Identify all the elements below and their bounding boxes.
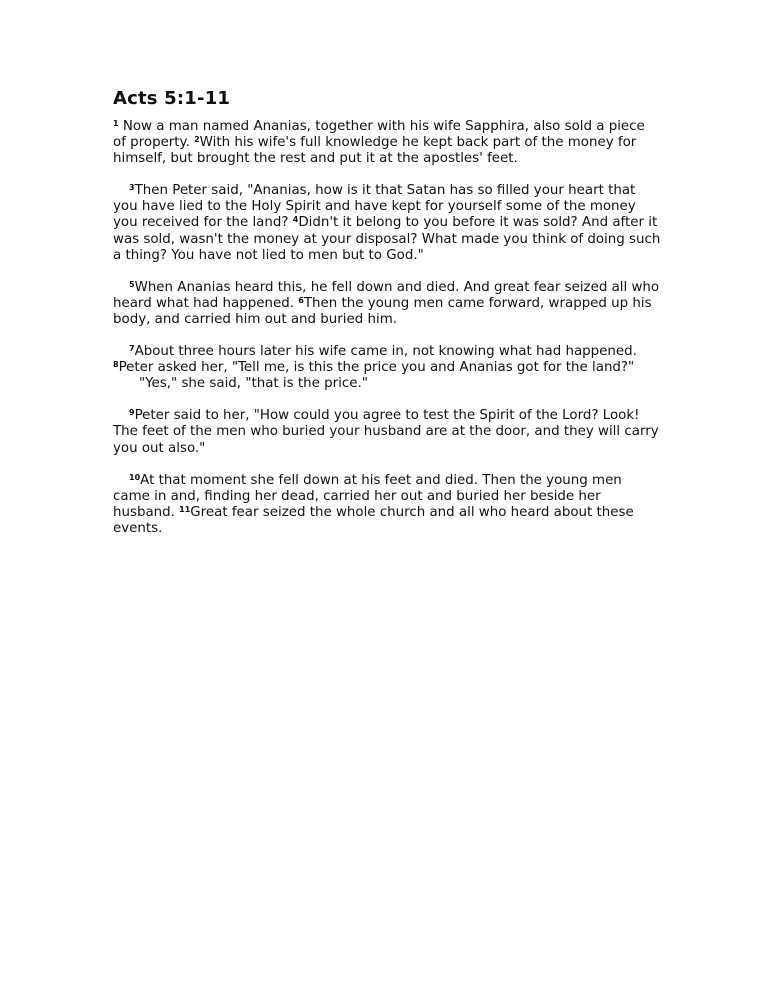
paragraph-6 — [113, 473, 661, 537]
verse-number: 7 — [129, 344, 135, 354]
verse-number: 8 — [113, 360, 119, 370]
verse-text: Great fear seized the whole church and all who heard about these events. — [113, 504, 634, 536]
document-title: Acts 5:1-11 — [113, 88, 231, 109]
verse-text: At that moment she fell down at his feet and died. Then the young men came in and, finding her dead, carried her out and buried her beside her husband. — [113, 472, 622, 520]
verse-number: 6 — [298, 295, 304, 305]
verse-text: With his wife's full knowledge he kept back part of the money for himself, but brought the rest and put it at the apostles' feet. — [113, 135, 637, 167]
verse-text: About three hours later his wife came in, not knowing what had happened. — [134, 344, 637, 360]
verse-number: 3 — [129, 183, 135, 193]
verse-text: Now a man named Ananias, together with his wife Sapphira, also sold a piece of property. — [113, 119, 645, 151]
verse-number: 2 — [194, 135, 200, 145]
paragraph-1 — [113, 119, 661, 167]
verse-number: 4 — [292, 215, 299, 225]
document-page — [113, 88, 661, 553]
paragraph-3 — [113, 280, 661, 328]
verse-text: Then the young men came forward, wrapped up his body, and carried him out and buried him. — [113, 295, 652, 327]
verse-number: 1 — [113, 119, 119, 128]
verse-number: 5 — [129, 279, 135, 289]
verse-text: When Ananias heard this, he fell down and died. And great fear seized all who heard what had happened. — [113, 279, 660, 311]
verse-number: 10 — [129, 472, 141, 482]
paragraph-2 — [113, 183, 661, 263]
paragraph-5 — [113, 408, 661, 456]
verse-text: Didn't it belong to you before it was sold? And after it was sold, wasn't the money at your disposal? What made you think of doing such a thing? You have not lied to men but to God." — [113, 215, 661, 263]
verse-text: Peter asked her, "Tell me, is this the price you and Ananias got for the land?" — [118, 360, 635, 376]
paragraph-4 — [113, 344, 661, 392]
verse-number: 11 — [179, 504, 191, 514]
verse-number: 9 — [129, 408, 135, 418]
reply-line: "Yes," she said, "that is the price." — [139, 376, 368, 392]
verse-text: Then Peter said, "Ananias, how is it that Satan has so filled your heart that you have lied to the Holy Spirit and have kept for yourself some of the money you received for the land? — [113, 183, 636, 231]
verse-text: Peter said to her, "How could you agree to test the Spirit of the Lord? Look! The feet of the men who buried your husband are at the door, and they will carry you out also." — [113, 408, 659, 456]
